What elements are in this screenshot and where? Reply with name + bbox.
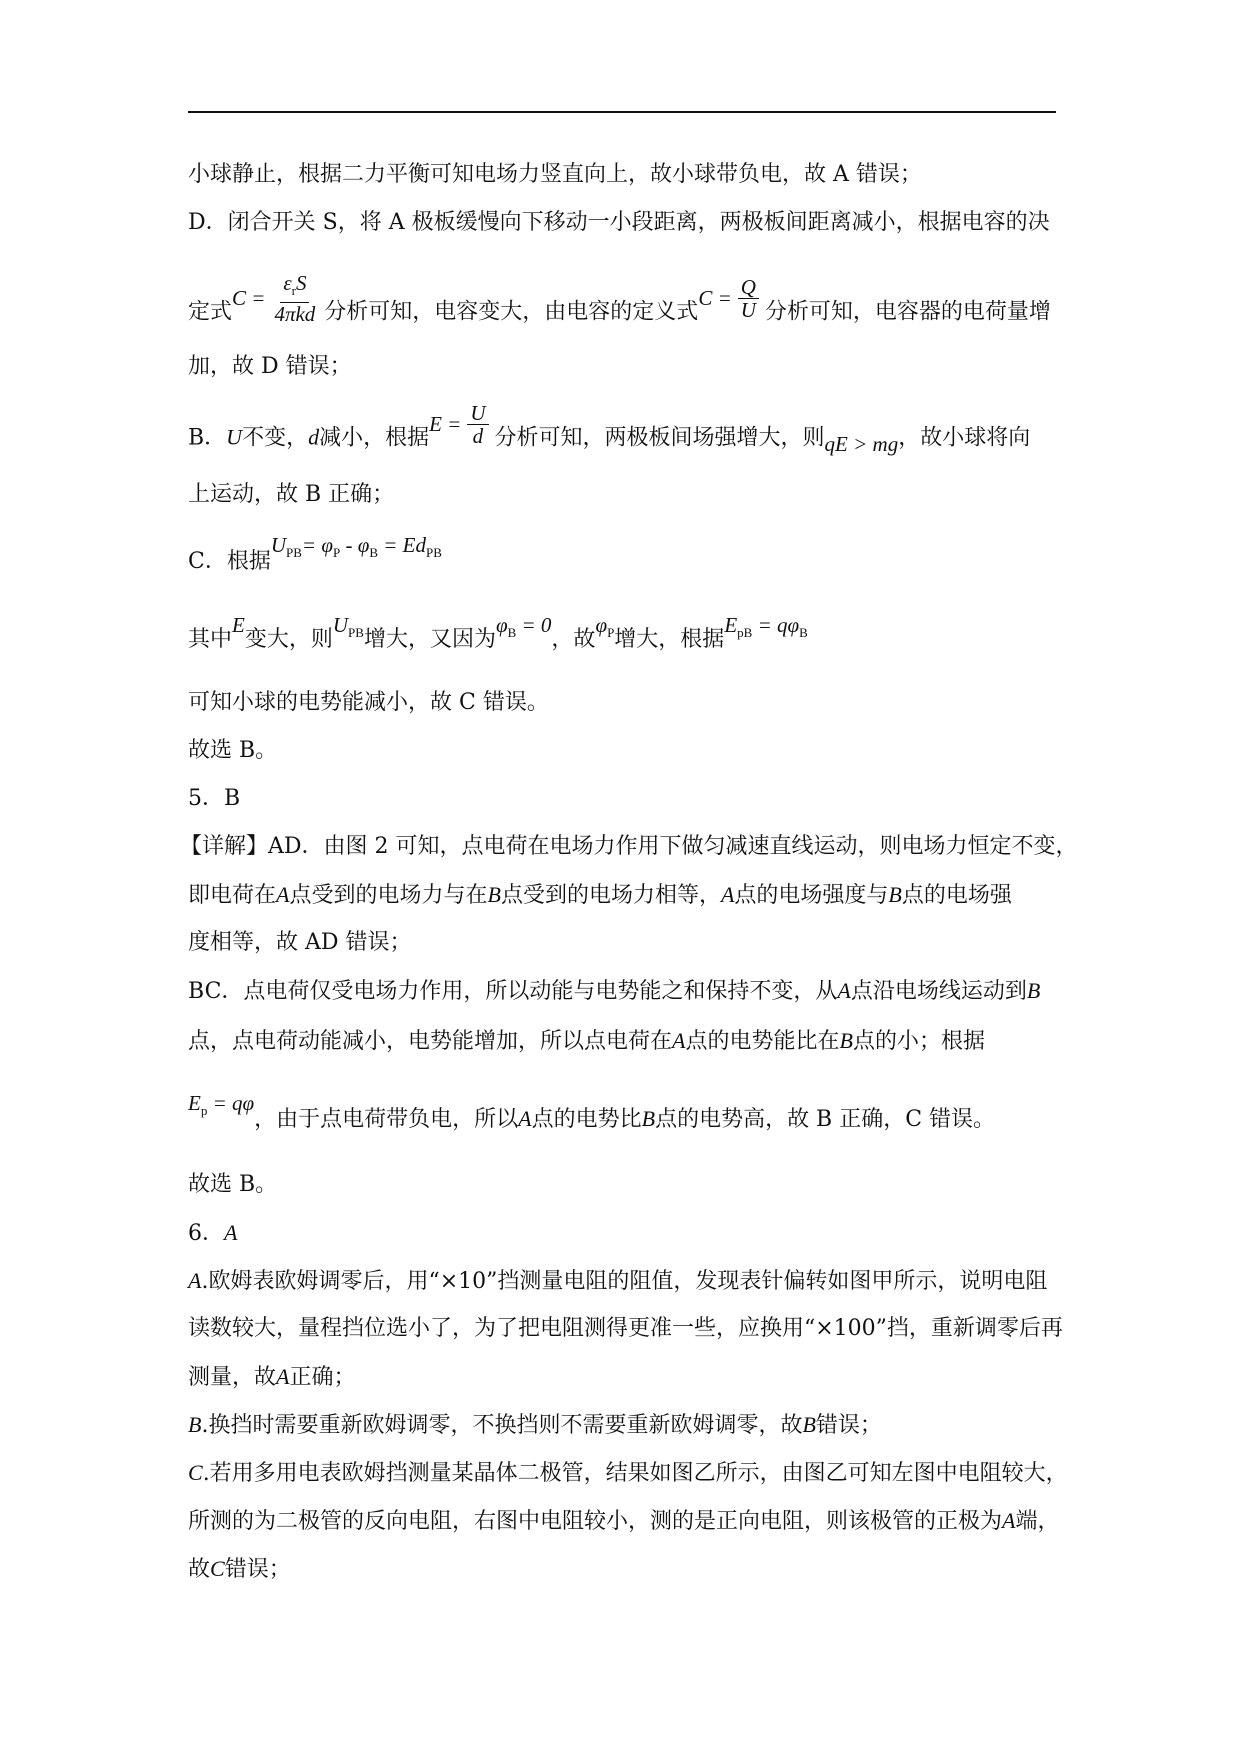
- text-line: 即电荷在A点受到的电场力与在B点受到的电场力相等，A点的电场强度与B点的电场强: [188, 882, 1012, 908]
- text-line: BC．点电荷仅受电场力作用，所以动能与电势能之和保持不变，从A点沿电场线运动到B: [188, 978, 1041, 1004]
- fraction-eps-s-over-4pikd: $\frac{\varepsilon_rS}{\text{4πkd}}$: [274, 271, 316, 326]
- formula-e: E: [232, 613, 245, 637]
- line-text: 分析可知，电容器的电荷量增: [764, 299, 1051, 325]
- answer-number: 6．A: [188, 1220, 238, 1246]
- text-line: [188, 688, 549, 718]
- formula-qe-gt-mg: qE > mg: [824, 431, 899, 456]
- text-line-ep-formula: $E_p = q\varphi$，由于点电荷带负电，所以A点的电势比B点的电势高，故 B 正确，C 错误。: [188, 1104, 995, 1142]
- text-line: [188, 1314, 1063, 1344]
- text-line: [188, 352, 352, 382]
- text-line-field-strength: B．U不变，d减小，根据E = $\frac{U}{d}$ 分析可知，两极板间场强增大，则qE > mg，故小球将向: [188, 416, 1030, 461]
- text-line-capacitance-formulas: [188, 271, 1051, 339]
- formula-u-pb: $U_{PB}= \varphi_P - \varphi_B = Ed_{PB}$: [270, 533, 442, 560]
- text-line: 点，点电荷动能减小，电势能增加，所以点电荷在A点的电势能比在B点的小；根据: [188, 1028, 985, 1054]
- header-rule: [188, 111, 1056, 113]
- line-text: 故选 B。: [188, 738, 278, 763]
- text-line: [188, 928, 412, 958]
- line-text: D．闭合开关 S，将 A 极板缓慢向下移动一小段距离，两极板间距离减小，根据电容的决: [188, 210, 1050, 235]
- text-line: [180, 832, 1078, 862]
- formula-e-pb: $E_{pB} = q\varphi_B$: [724, 613, 808, 640]
- formula-phi-p: $\varphi_P$: [595, 613, 615, 640]
- text-line: 测量，故A正确；: [188, 1364, 356, 1390]
- fraction-u-over-d: $\frac{U}{d}$: [467, 402, 488, 447]
- formula-capacitance-determinant: C =: [232, 285, 266, 310]
- answer-number: [188, 784, 240, 814]
- text-line: 故C错误；: [188, 1556, 291, 1582]
- formula-ep: $E_p = q\varphi$: [188, 1091, 255, 1118]
- text-line: [188, 1170, 277, 1200]
- text-line: B.换挡时需要重新欧姆调零，不换挡则不需要重新欧姆调零，故B错误；: [188, 1412, 882, 1438]
- fraction-q-over-u: $\frac{Q}{U}$: [738, 276, 759, 321]
- line-text: 定式: [188, 299, 233, 325]
- text-line: [188, 736, 277, 766]
- line-text: 分析可知，电容变大，由电容的定义式: [324, 299, 699, 325]
- formula-u-pb-short: $U_{PB}$: [332, 613, 364, 640]
- text-line: [188, 160, 922, 190]
- line-text: 【详解】AD．由图 2 可知，点电荷在电场力作用下做匀减速直线运动，则电场力恒定不变，: [180, 834, 1078, 859]
- text-line-potential-difference: C．根据$U_{PB}= \varphi_P - \varphi_B = Ed_{PB}$: [188, 546, 442, 584]
- text-line: 所测的为二极管的反向电阻，右图中电阻较小，测的是正向电阻，则该极管的正极为A端，: [188, 1508, 1060, 1534]
- formula-phi-b-zero: $\varphi_B = 0$: [495, 613, 552, 640]
- line-text: 5．B: [188, 786, 241, 811]
- text-line-potential-energy: 其中E变大，则$U_{PB}$增大，又因为$\varphi_B = 0$，故$\varphi_P$增大，根据$E_{pB} = q\varphi_B$: [188, 624, 808, 662]
- line-text: 读数较大，量程挡位选小了，为了把电阻测得更准一些，应换用“×100”挡，重新调零后再: [188, 1316, 1063, 1341]
- line-text: 故选 B。: [188, 1172, 278, 1197]
- formula-capacitance-definition: C =: [698, 285, 732, 310]
- line-text: 度相等，故 AD 错误；: [188, 930, 412, 955]
- text-line: [188, 208, 1050, 238]
- line-text: 加，故 D 错误；: [188, 354, 352, 379]
- text-line: C.若用多用电表欧姆挡测量某晶体二极管，结果如图乙所示，由图乙可知左图中电阻较大，: [188, 1460, 1068, 1486]
- line-text: 上运动，故 B 正确；: [188, 482, 395, 507]
- formula-e-equals: E =: [429, 411, 462, 436]
- text-line: [188, 480, 394, 510]
- line-text: 可知小球的电势能减小，故 C 错误。: [188, 690, 549, 715]
- text-line: A.欧姆表欧姆调零后，用“×10”挡测量电阻的阻值，发现表针偏转如图甲所示，说明电阻: [188, 1268, 1048, 1294]
- line-text: 小球静止，根据二力平衡可知电场力竖直向上，故小球带负电，故 A 错误；: [188, 162, 922, 187]
